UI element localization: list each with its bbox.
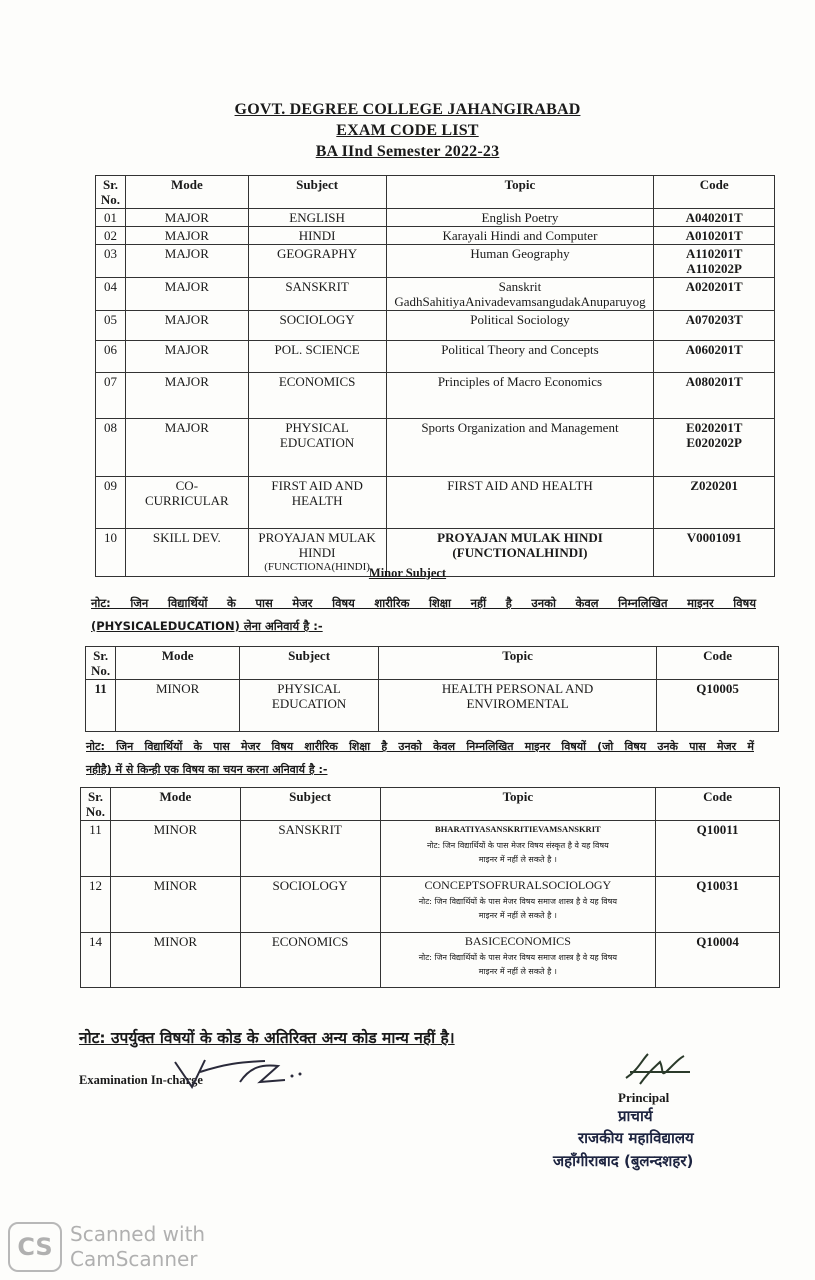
- major-table: [95, 175, 775, 577]
- cell-mode: MINOR: [110, 877, 240, 933]
- cell-subject: SOCIOLOGY: [240, 877, 380, 933]
- cell-subject-line1: PHYSICAL: [277, 681, 341, 696]
- cell-topic-line1: Human Geography: [470, 246, 570, 261]
- column-header-code: Code: [654, 176, 775, 209]
- cell-code: [654, 245, 775, 278]
- cell-topic: [386, 209, 654, 227]
- cell-subject-line1: PROYAJAN MULAK: [258, 530, 376, 545]
- column-header-topic: Topic: [380, 788, 656, 821]
- cell-code-line2: A110202P: [686, 261, 743, 276]
- note-minor-choice: नोट: जिन विद्यार्थियों के पास मेजर विषय शारीरिक शिक्षा है उनको केवल निम्नलिखित माइनर विषयों (जो विषय उनके पास मेजर में: [86, 740, 754, 753]
- cell-topic-line1: Sanskrit: [498, 279, 542, 294]
- cell-sr-line1: 02: [103, 228, 117, 243]
- note-minor-choice-line2: नहीहै) में से किन्ही एक विषय का चयन करना अनिवार्य है :-: [86, 763, 328, 776]
- column-header-mode: Mode: [116, 647, 240, 680]
- cell-subject-line3: (FUNCTIONA(HINDI): [264, 561, 370, 573]
- cell-subject: [248, 341, 386, 373]
- cell-code-line1: A110201T: [686, 246, 743, 261]
- column-header-code: Code: [657, 647, 779, 680]
- cell-code: Q10004: [656, 933, 780, 988]
- cell-code-line2: E020202P: [686, 435, 743, 450]
- minor-subject-heading: Minor Subject: [368, 566, 447, 580]
- column-header-topic: Topic: [386, 176, 654, 209]
- cell-topic-title: BHARATIYASANSKRITIEVAMSANSKRIT: [435, 824, 601, 834]
- cell-mode: [125, 419, 248, 477]
- table-row: [96, 227, 775, 245]
- cell-topic: [386, 245, 654, 278]
- cell-topic: [386, 341, 654, 373]
- cell-sr-line1: 06: [103, 342, 117, 357]
- column-header-mode: Mode: [125, 176, 248, 209]
- cell-sr-line1: 04: [103, 279, 117, 294]
- cell-mode: [125, 477, 248, 529]
- cell-sr: [96, 209, 126, 227]
- cell-mode-line2: CURRICULAR: [144, 493, 229, 508]
- cell-sr: [96, 419, 126, 477]
- cell-subject: [248, 278, 386, 311]
- cell-subject: [248, 227, 386, 245]
- cell-mode-line1: SKILL DEV.: [152, 530, 221, 545]
- column-header-sr: Sr. No.: [81, 788, 111, 821]
- table-row: [96, 209, 775, 227]
- table-row: [81, 933, 780, 988]
- cell-mode: [125, 311, 248, 341]
- stamp-line-2: राजकीय महाविद्यालय: [578, 1129, 694, 1147]
- cell-topic-line1: HEALTH PERSONAL AND: [441, 681, 594, 696]
- cell-sr: [96, 341, 126, 373]
- cell-mode: [125, 227, 248, 245]
- watermark-line-1: Scanned with: [70, 1222, 206, 1246]
- cell-topic: [380, 821, 656, 877]
- table-row: [81, 877, 780, 933]
- cell-subject-line2: HEALTH: [291, 493, 343, 508]
- cell-mode-line1: MAJOR: [164, 246, 209, 261]
- cell-sr: [96, 477, 126, 529]
- column-header-subject: Subject: [240, 647, 379, 680]
- cell-topic-title: BASICECONOMICS: [464, 934, 571, 948]
- cell-sr-line1: 01: [103, 210, 117, 225]
- cell-subject-line1: POL. SCIENCE: [274, 342, 360, 357]
- cell-code: [654, 227, 775, 245]
- cell-code: [654, 419, 775, 477]
- cell-topic: [386, 373, 654, 419]
- cell-code-line1: A020201T: [685, 279, 743, 294]
- column-header-subject: Subject: [248, 176, 386, 209]
- college-title: GOVT. DEGREE COLLEGE JAHANGIRABAD: [234, 101, 581, 118]
- cell-subject: [248, 311, 386, 341]
- cell-topic-note-line2: माइनर में नहीं ले सकते है ।: [478, 967, 557, 976]
- stamp-line-1: प्राचार्य: [618, 1107, 653, 1125]
- cell-sr: [96, 227, 126, 245]
- cell-topic: [380, 877, 656, 933]
- cell-mode-line1: MAJOR: [164, 210, 209, 225]
- cell-subject-line2: EDUCATION: [271, 696, 347, 711]
- cell-sr-line1: 08: [103, 420, 117, 435]
- cell-sr: [96, 245, 126, 278]
- cell-subject-line1: ENGLISH: [289, 210, 345, 225]
- cell-subject-line1: GEOGRAPHY: [277, 246, 358, 261]
- cell-code: [654, 341, 775, 373]
- cell-subject-line1: PHYSICAL: [285, 420, 349, 435]
- cell-topic-line2: ENVIROMENTAL: [466, 696, 569, 711]
- minor-table-choice: [80, 787, 780, 988]
- cell-sr-line1: 05: [103, 312, 117, 327]
- cell-sr-line1: 10: [103, 530, 117, 545]
- cell-mode-line1: MAJOR: [164, 228, 209, 243]
- cell-topic: [380, 933, 656, 988]
- final-note: नोट: उपर्युक्त विषयों के कोड के अतिरिक्त अन्य कोड मान्य नहीं है।: [79, 1029, 455, 1047]
- cell-subject: SANSKRIT: [240, 821, 380, 877]
- cell-topic-line2: (FUNCTIONALHINDI): [452, 545, 588, 560]
- incharge-signature: [170, 1052, 305, 1094]
- cell-subject: [248, 209, 386, 227]
- cell-subject-line2: EDUCATION: [279, 435, 355, 450]
- cell-code: Q10031: [656, 877, 780, 933]
- cell-code: Q10011: [656, 821, 780, 877]
- cell-code: [654, 373, 775, 419]
- camscanner-logo: CS: [8, 1222, 62, 1272]
- cell-topic-line1: Principles of Macro Economics: [437, 374, 603, 389]
- note-physical-education-line2: (PHYSICALEDUCATION) लेना अनिवार्य है :-: [91, 619, 323, 633]
- cell-subject: [248, 419, 386, 477]
- cell-topic-line2: GadhSahitiyaAnivadevamsangudakAnuparuyog: [394, 294, 646, 309]
- cell-code: [654, 477, 775, 529]
- cell-subject-line1: SOCIOLOGY: [279, 312, 355, 327]
- cell-topic-line1: FIRST AID AND HEALTH: [447, 478, 593, 493]
- cell-code-line1: A040201T: [685, 210, 743, 225]
- cell-topic: [386, 278, 654, 311]
- cell-mode: MINOR: [110, 933, 240, 988]
- cell-sr: 14: [81, 933, 111, 988]
- cell-code: Q10005: [657, 680, 779, 732]
- cell-subject-line2: HINDI: [298, 545, 336, 560]
- column-header-mode: Mode: [110, 788, 240, 821]
- cell-topic-note-line2: माइनर में नहीं ले सकते है ।: [478, 855, 557, 864]
- table-row: [96, 477, 775, 529]
- examination-incharge-label: Examination In-charge: [79, 1073, 203, 1087]
- cell-subject: [248, 373, 386, 419]
- table-row: [96, 278, 775, 311]
- cell-subject: [240, 680, 379, 732]
- cell-topic-note-line1: नोट: जिन विद्यार्थियों के पास मेजर विषय संस्कृत है वे यह विषय: [426, 841, 609, 850]
- cell-sr: 11: [81, 821, 111, 877]
- table-row: [86, 680, 779, 732]
- cell-subject-line1: ECONOMICS: [278, 374, 356, 389]
- semester-title: BA IInd Semester 2022-23: [315, 143, 500, 160]
- principal-label: Principal: [618, 1090, 670, 1105]
- cell-topic: [386, 419, 654, 477]
- cell-mode: [125, 245, 248, 278]
- cell-sr: 12: [81, 877, 111, 933]
- table-row: [96, 419, 775, 477]
- cell-code-line1: A080201T: [685, 374, 743, 389]
- column-header-subject: Subject: [240, 788, 380, 821]
- note-physical-education: नोट: जिन विद्यार्थियों के पास मेजर विषय शारीरिक शिक्षा नहीं है उनको केवल निम्नलिखित माइनर विषय: [91, 596, 756, 610]
- cell-sr-line1: 03: [103, 246, 117, 261]
- cell-topic-line1: English Poetry: [481, 210, 559, 225]
- cell-topic-note-line1: नोट: जिन विद्यार्थियों के पास मेजर विषय समाज शास्त्र है वे यह विषय: [418, 897, 617, 906]
- cell-mode: [125, 373, 248, 419]
- cell-topic-note-line2: माइनर में नहीं ले सकते है ।: [478, 911, 557, 920]
- cell-subject: [248, 245, 386, 278]
- cell-mode-line1: MAJOR: [164, 420, 209, 435]
- table-row: [81, 821, 780, 877]
- cell-sr-line1: 07: [103, 374, 117, 389]
- table-row: [96, 245, 775, 278]
- cell-mode: [125, 209, 248, 227]
- cell-mode-line1: CO-: [175, 478, 199, 493]
- cell-topic: [386, 227, 654, 245]
- list-title: EXAM CODE LIST: [336, 122, 479, 139]
- column-header-code: Code: [656, 788, 780, 821]
- cell-mode: MINOR: [110, 821, 240, 877]
- cell-subject-line1: FIRST AID AND: [271, 478, 363, 493]
- minor-table-physical: [85, 646, 779, 732]
- cell-topic: [379, 680, 657, 732]
- cell-code-line1: A060201T: [685, 342, 743, 357]
- cell-subject-line1: SANSKRIT: [285, 279, 349, 294]
- cell-subject-line1: HINDI: [298, 228, 336, 243]
- cell-topic-title: CONCEPTSOFRURALSOCIOLOGY: [424, 878, 612, 892]
- cell-code-line1: V0001091: [686, 530, 742, 545]
- cell-sr: 11: [86, 680, 116, 732]
- cell-mode-line1: MAJOR: [164, 279, 209, 294]
- cell-mode-line1: MAJOR: [164, 312, 209, 327]
- cell-mode: [125, 341, 248, 373]
- cell-topic-note-line1: नोट: जिन विद्यार्थियों के पास मेजर विषय समाज शास्त्र है वे यह विषय: [418, 953, 617, 962]
- cell-code: [654, 278, 775, 311]
- cell-code-line1: E020201T: [686, 420, 743, 435]
- cell-topic: [386, 477, 654, 529]
- cell-topic: [386, 311, 654, 341]
- table-row: [96, 373, 775, 419]
- table-row: [96, 341, 775, 373]
- cell-subject: ECONOMICS: [240, 933, 380, 988]
- cell-mode-line1: MAJOR: [164, 342, 209, 357]
- cell-code-line1: A010201T: [685, 228, 743, 243]
- cell-code: [654, 311, 775, 341]
- cell-mode: MINOR: [116, 680, 240, 732]
- watermark-line-2: CamScanner: [70, 1247, 198, 1271]
- table-row: [96, 311, 775, 341]
- cell-topic-line1: Political Sociology: [470, 312, 570, 327]
- principal-signature: [620, 1048, 695, 1090]
- cell-mode-line1: MAJOR: [164, 374, 209, 389]
- cell-topic-line1: PROYAJAN MULAK HINDI: [437, 530, 603, 545]
- cell-code-line1: Z020201: [690, 478, 739, 493]
- column-header-sr: Sr. No.: [86, 647, 116, 680]
- column-header-sr: Sr. No.: [96, 176, 126, 209]
- cell-code-line1: A070203T: [685, 312, 743, 327]
- cell-sr: [96, 311, 126, 341]
- cell-sr-line1: 09: [103, 478, 117, 493]
- cell-sr: [96, 278, 126, 311]
- stamp-line-3: जहाँगीराबाद (बुलन्दशहर): [553, 1152, 694, 1170]
- cell-topic-line1: Sports Organization and Management: [421, 420, 619, 435]
- cell-topic-line1: Political Theory and Concepts: [441, 342, 599, 357]
- cell-subject: [248, 477, 386, 529]
- cell-mode: [125, 278, 248, 311]
- cell-topic-line1: Karayali Hindi and Computer: [442, 228, 598, 243]
- column-header-topic: Topic: [379, 647, 657, 680]
- cell-code: [654, 209, 775, 227]
- cell-sr: [96, 373, 126, 419]
